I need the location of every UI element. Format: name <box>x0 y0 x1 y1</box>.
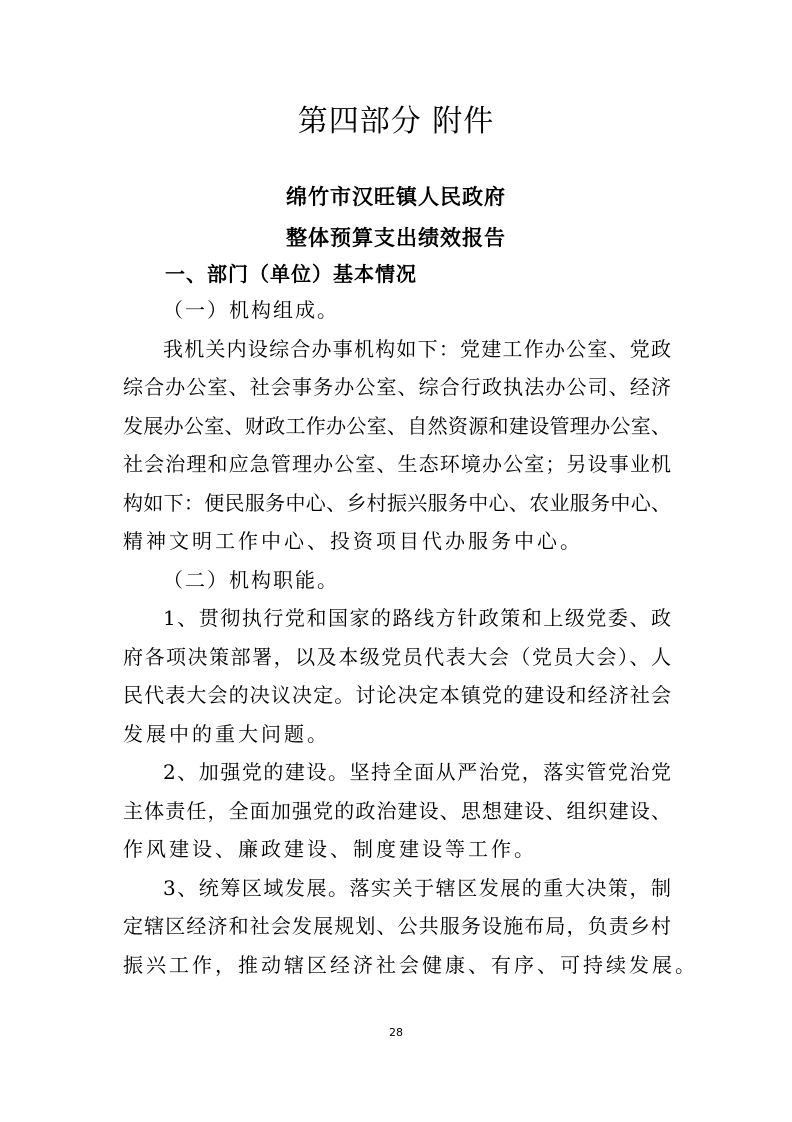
paragraph-line: 3、统筹区域发展。落实关于辖区发展的重大决策，制 <box>163 876 671 900</box>
paragraph-line: 府各项决策部署，以及本级党员代表大会（党员大会）、人 <box>123 645 671 669</box>
part-title: 第四部分 附件 <box>297 104 495 139</box>
paragraph-line: 定辖区经济和社会发展规划、公共服务设施布局，负责乡村 <box>123 914 671 938</box>
section-heading: 一、部门（单位）基本情况 <box>165 262 417 286</box>
paragraph-line: 2、加强党的建设。坚持全面从严治党，落实管党治党 <box>163 760 671 784</box>
paragraph-line: 社会治理和应急管理办公室、生态环境办公室；另设事业机 <box>123 452 671 476</box>
paragraph-line: 我机关内设综合办事机构如下：党建工作办公室、党政 <box>163 337 671 361</box>
paragraph-line: 1、贯彻执行党和国家的路线方针政策和上级党委、政 <box>163 606 671 630</box>
report-title-line1: 绵竹市汉旺镇人民政府 <box>286 184 506 209</box>
paragraph-line: 构如下：便民服务中心、乡村振兴服务中心、农业服务中心、 <box>123 491 671 515</box>
paragraph-line: 发展中的重大问题。 <box>123 722 330 746</box>
paragraph-line: 作风建设、廉政建设、制度建设等工作。 <box>123 837 537 861</box>
paragraph-line: 振兴工作，推动辖区经济社会健康、有序、可持续发展。 <box>123 953 698 977</box>
subsection-heading-1: （一）机构组成。 <box>163 298 339 322</box>
paragraph-line: 民代表大会的决议决定。讨论决定本镇党的建设和经济社会 <box>123 683 671 707</box>
page-number: 28 <box>389 1026 403 1039</box>
paragraph-line: 综合办公室、社会事务办公室、综合行政执法办公司、经济 <box>123 375 671 399</box>
paragraph-line: 精神文明工作中心、投资项目代办服务中心。 <box>123 529 583 553</box>
paragraph-line: 发展办公室、财政工作办公室、自然资源和建设管理办公室、 <box>123 414 671 438</box>
report-title-line2: 整体预算支出绩效报告 <box>286 225 506 250</box>
subsection-heading-2: （二）机构职能。 <box>163 568 339 592</box>
paragraph-line: 主体责任，全面加强党的政治建设、思想建设、组织建设、 <box>123 799 671 823</box>
